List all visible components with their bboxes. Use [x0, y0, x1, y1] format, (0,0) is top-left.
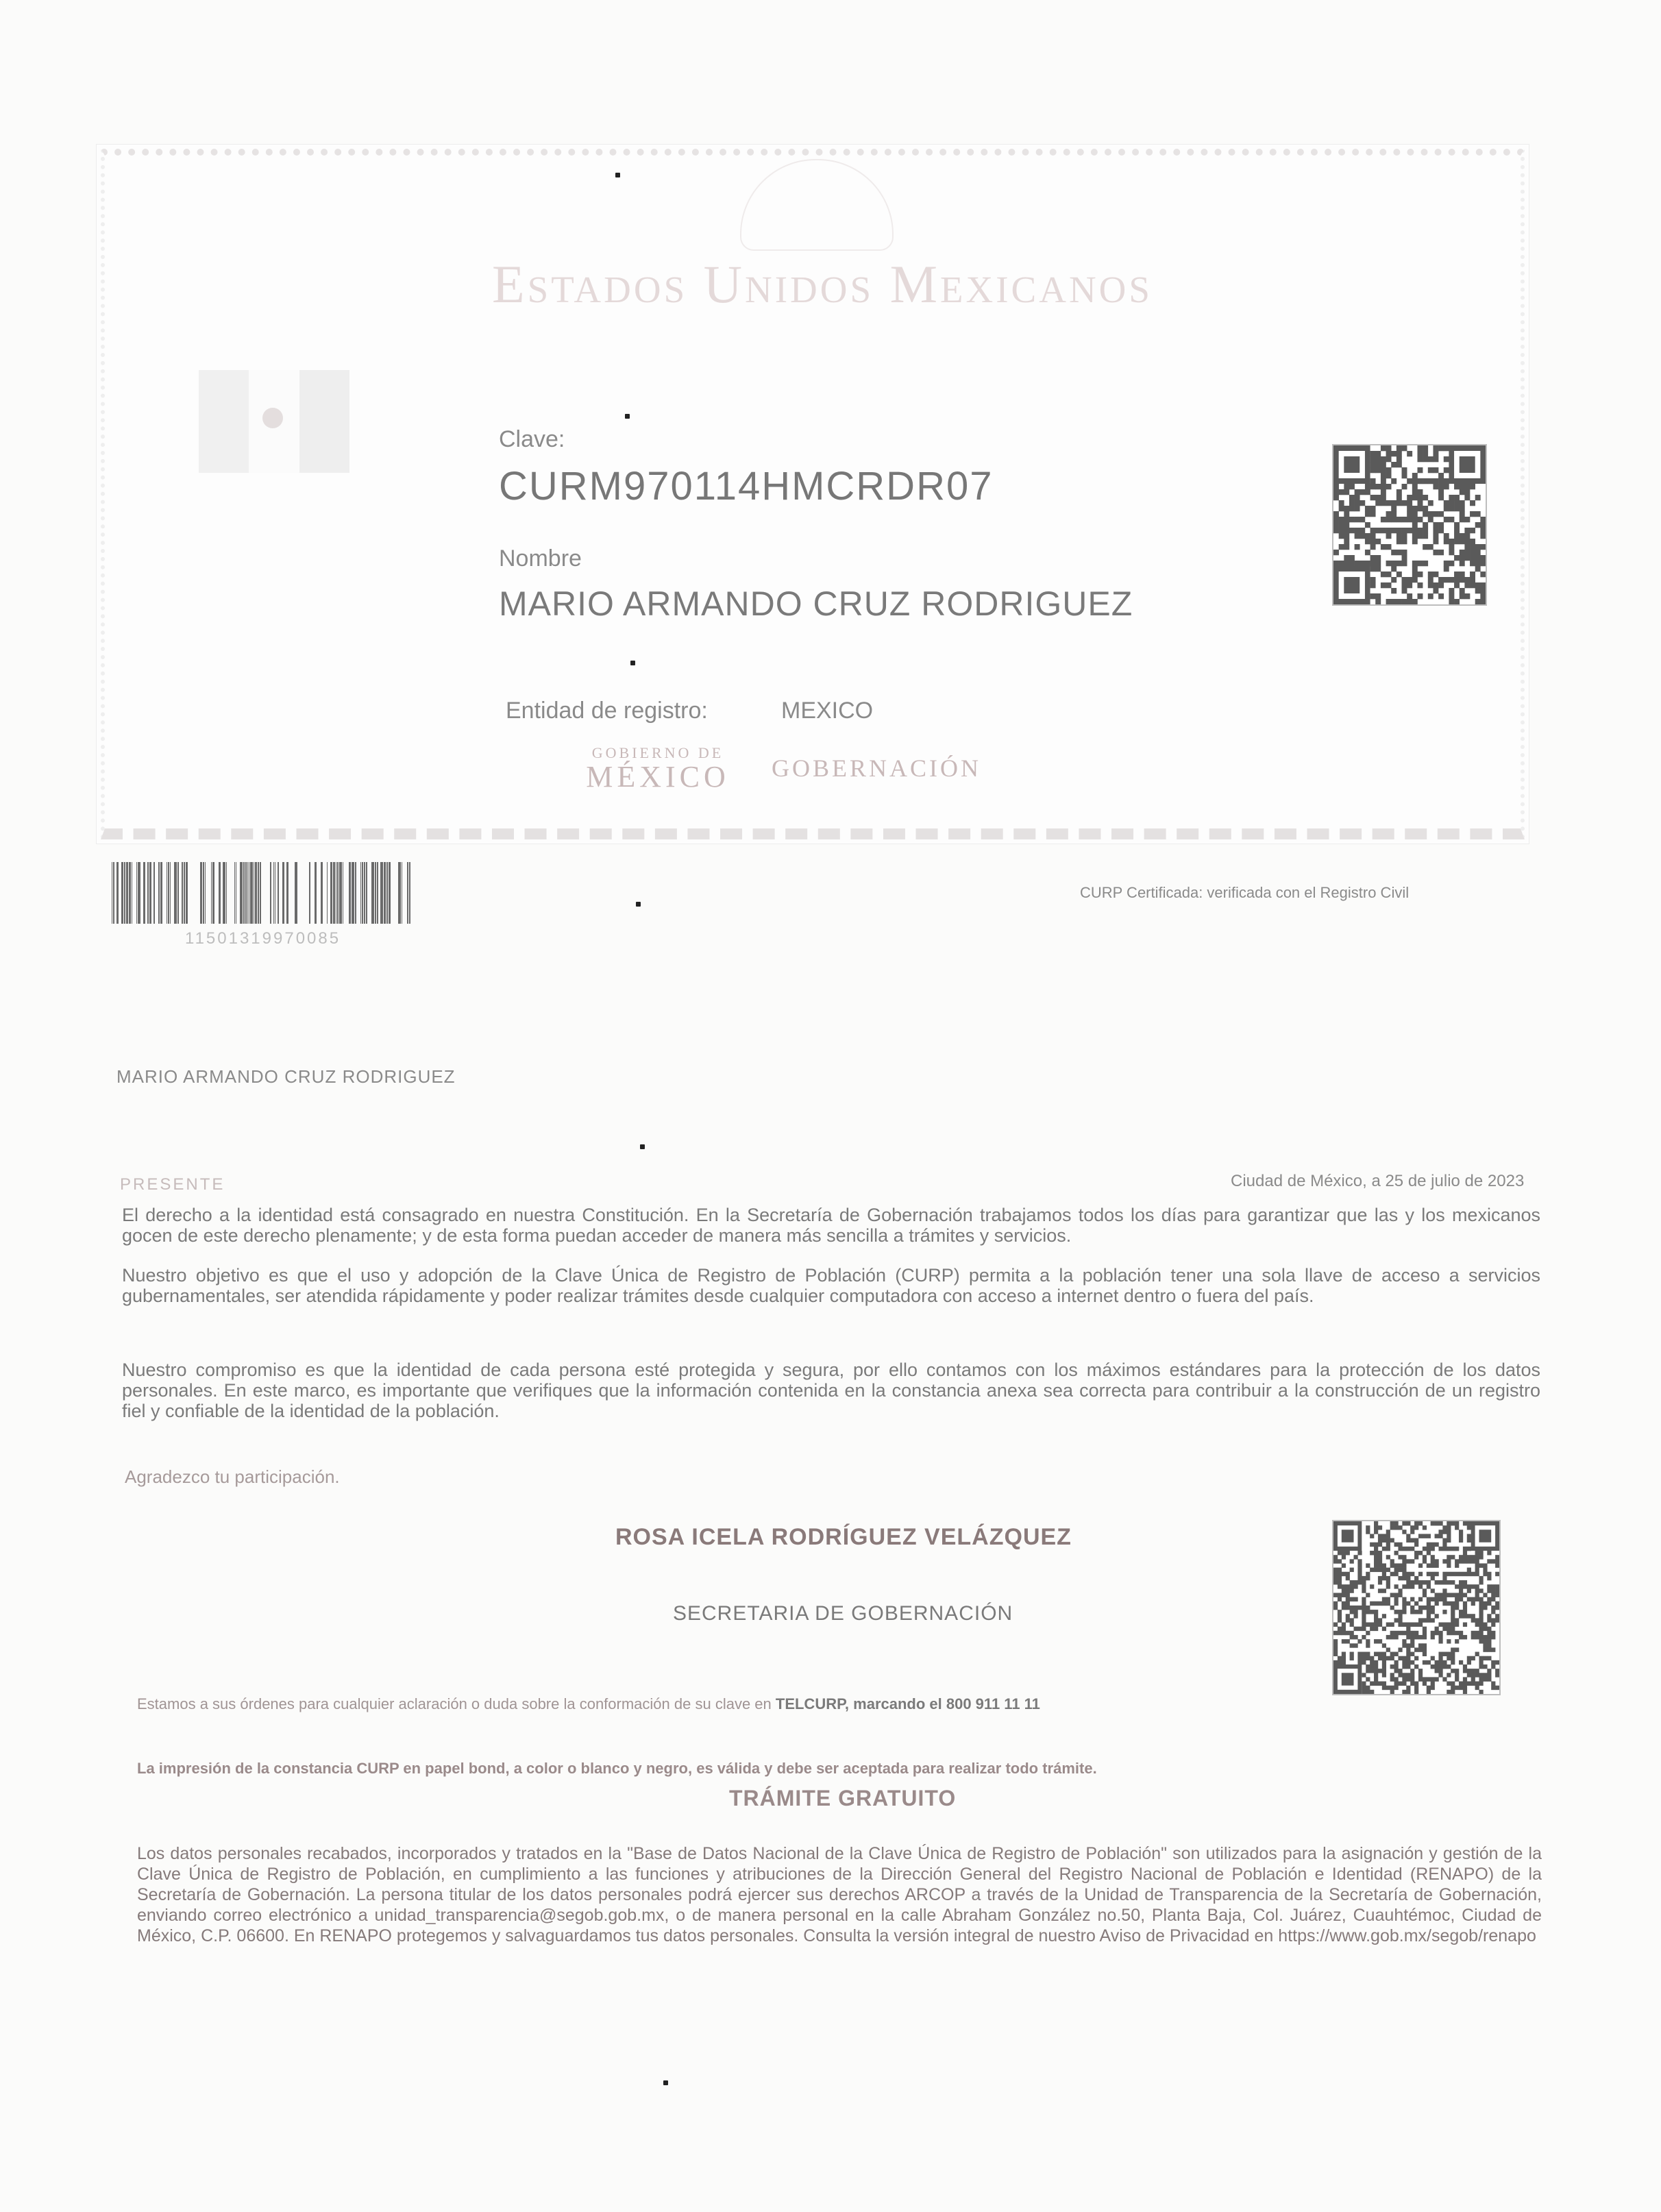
- mexico-big-text: MÉXICO: [586, 760, 730, 794]
- clave-value: CURM970114HMCRDR07: [499, 464, 994, 508]
- scan-speck: [615, 173, 620, 177]
- mexico-flag-icon: [199, 370, 349, 473]
- curp-certificada-note: CURP Certificada: verificada con el Registro Civil: [1080, 884, 1410, 901]
- letter-date: Ciudad de México, a 25 de julio de 2023: [1231, 1172, 1525, 1190]
- scan-speck: [663, 2080, 668, 2085]
- scan-speck: [630, 661, 635, 665]
- qr-code-icon: [1332, 444, 1487, 606]
- clave-label: Clave:: [499, 426, 565, 452]
- tramite-gratuito-heading: TRÁMITE GRATUITO: [729, 1786, 957, 1810]
- scan-speck: [636, 902, 641, 907]
- gobernacion-logo-text: GOBERNACIÓN: [772, 754, 982, 782]
- nombre-label: Nombre: [499, 545, 582, 572]
- nombre-value: MARIO ARMANDO CRUZ RODRIGUEZ: [499, 585, 1133, 623]
- signatory-name: ROSA ICELA RODRÍGUEZ VELÁZQUEZ: [615, 1524, 1072, 1550]
- scan-speck: [625, 414, 630, 419]
- barcode-number: 11501319970085: [185, 929, 341, 948]
- paragraph-identity-right: El derecho a la identidad está consagrado en nuestra Constitución. En la Secretaría de Gobernación trabajamos todos los días para garantizar que las y los mexicanos gocen de este derecho plenamente; y de esta forma puedan acceder de manera más sencilla a trámites y servicios.: [122, 1205, 1540, 1246]
- telcurp-phone: TELCURP, marcando el 800 911 11 11: [775, 1695, 1040, 1712]
- telcurp-prefix: Estamos a sus órdenes para cualquier aclaración o duda sobre la conformación de su clave en: [137, 1695, 776, 1712]
- certificate-heading: Estados Unidos Mexicanos: [492, 254, 1153, 314]
- printing-validity-note: La impresión de la constancia CURP en papel bond, a color o blanco y negro, es válida y debe ser aceptada para realizar todo trámite.: [137, 1760, 1097, 1777]
- gobierno-de-mexico-logo: [582, 744, 733, 792]
- closing-thanks: Agradezco tu participación.: [125, 1466, 340, 1487]
- addressee-name: MARIO ARMANDO CRUZ RODRIGUEZ: [116, 1066, 456, 1087]
- scan-speck: [640, 1144, 645, 1149]
- barcode-icon: [110, 862, 425, 924]
- qr-code-icon: [1332, 1520, 1501, 1695]
- privacy-notice-paragraph: Los datos personales recabados, incorporados y tratados en la "Base de Datos Nacional de la Clave Única de Registro de Población" son utilizados para la asignación y gestión de la Clave Única de Registro de Población, en cumplimiento a las funciones y atribuciones de la Dirección General del Registro Nacional de Población e Identidad (RENAPO) de la Secretaría de Gobernación. La persona titular de los datos personales podrá ejercer sus derechos ARCOP a través de la Unidad de Transparencia de la Secretaría de Gobernación, enviando correo electrónico a unidad_transparencia@segob.gob.mx, o de manera personal en la calle Abraham González no.50, Planta Baja, Col. Juárez, Cuauhtémoc, Ciudad de México, C.P. 06600. En RENAPO protegemos y salvaguardamos tus datos personales. Consulta la versión integral de nuestro Aviso de Privacidad en https://www.gob.mx/segob/renapo: [137, 1844, 1542, 1945]
- telcurp-note: [137, 1695, 1040, 1713]
- entidad-label: Entidad de registro:: [506, 698, 708, 724]
- paragraph-curp-objective: Nuestro objetivo es que el uso y adopción de la Clave Única de Registro de Población (CURP) permita a la población tener una sola llave de acceso a servicios gubernamentales, ser atendida rápidamente y poder realizar trámites desde cualquier computadora con acceso a internet dentro o fuera del país.: [122, 1265, 1540, 1306]
- entidad-value: MEXICO: [781, 698, 874, 724]
- signatory-title: SECRETARIA DE GOBERNACIÓN: [673, 1602, 1013, 1625]
- presente-label: PRESENTE: [120, 1175, 225, 1194]
- gobierno-small-text: GOBIERNO DE: [591, 744, 724, 761]
- paragraph-data-protection: Nuestro compromiso es que la identidad de cada persona esté protegida y segura, por ello contamos con los máximos estándares para la protección de los datos personales. En este marco, es importante que verifiques que la información contenida en la constancia anexa sea correcta para contribuir a la construcción de un registro fiel y confiable de la identidad de la población.: [122, 1360, 1540, 1421]
